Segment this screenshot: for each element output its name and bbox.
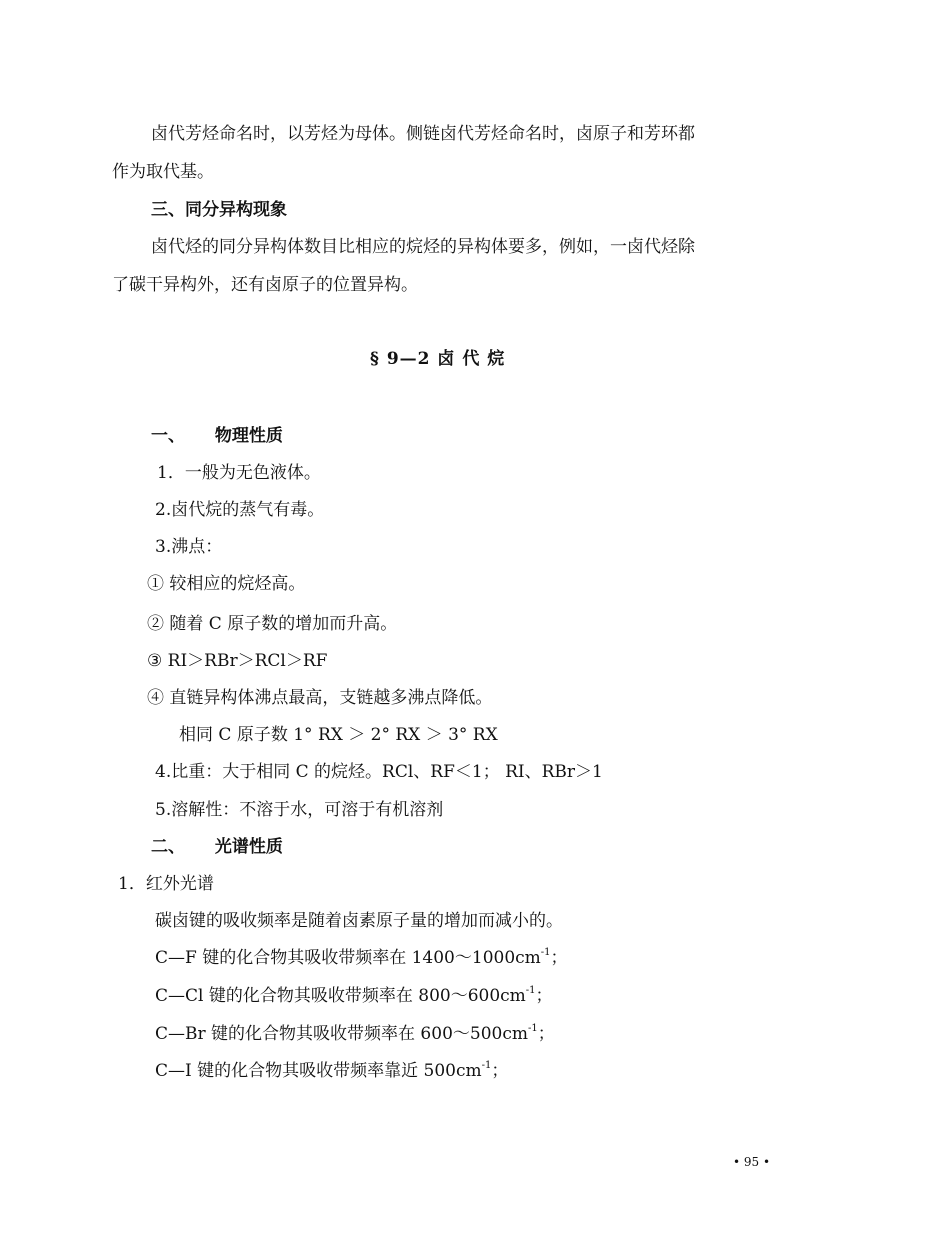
punctuation: ； <box>535 986 553 1006</box>
ir-text: C—F 键的化合物其吸收带频率在 1400～1000cm <box>155 948 541 968</box>
list-item: 2.卤代烷的蒸气有毒。 <box>155 500 325 520</box>
list-item: 1．红外光谱 <box>118 874 214 894</box>
superscript-exponent: -1 <box>525 985 536 997</box>
list-item: 3.沸点： <box>155 537 223 557</box>
ir-line-cf <box>155 948 568 968</box>
section-title <box>370 349 505 369</box>
heading-physical-properties <box>151 426 283 446</box>
ir-text: C—I 键的化合物其吸收带频率靠近 500cm <box>155 1061 482 1081</box>
heading-number: 一、 <box>151 426 185 446</box>
section-name: 卤 代 烷 <box>437 349 506 369</box>
page-number: • 95 • <box>733 1155 771 1169</box>
sub-item: ③ RI＞RBr＞RCl＞RF <box>147 651 328 671</box>
superscript-exponent: -1 <box>540 947 551 959</box>
punctuation: ； <box>550 948 568 968</box>
heading-number: 二、 <box>151 837 185 857</box>
superscript-exponent: -1 <box>527 1023 538 1035</box>
paragraph-line: 了碳干异构外，还有卤原子的位置异构。 <box>112 275 418 295</box>
ir-line-ccl <box>155 986 553 1006</box>
list-item: 1．一般为无色液体。 <box>157 463 321 483</box>
punctuation: ； <box>537 1024 555 1044</box>
list-item: 4.比重：大于相同 C 的烷烃。RCl、RF＜1； RI、RBr＞1 <box>155 762 603 782</box>
ir-text: C—Br 键的化合物其吸收带频率在 600～500cm <box>155 1024 528 1044</box>
heading-text: 光谱性质 <box>214 837 283 857</box>
section-number: 9—2 <box>386 349 431 369</box>
section-symbol: § <box>370 349 380 369</box>
paragraph-line: 作为取代基。 <box>112 162 214 182</box>
sub-item: ④ 直链异构体沸点最高，支链越多沸点降低。 <box>147 688 493 708</box>
paragraph-line: 卤代烃的同分异构体数目比相应的烷烃的异构体要多，例如，一卤代烃除 <box>151 237 695 257</box>
punctuation: ； <box>491 1061 509 1081</box>
paragraph-line: 碳卤键的吸收频率是随着卤素原子量的增加而减小的。 <box>155 911 563 931</box>
subheading-isomerism: 三、同分异构现象 <box>151 200 287 220</box>
sub-item-detail: 相同 C 原子数 1° RX ＞ 2° RX ＞ 3° RX <box>179 725 498 745</box>
paragraph-line: 卤代芳烃命名时，以芳烃为母体。侧链卤代芳烃命名时，卤原子和芳环都 <box>151 124 695 144</box>
sub-item: ② 随着 C 原子数的增加而升高。 <box>147 614 398 634</box>
heading-spectral-properties <box>151 837 283 857</box>
ir-line-cbr <box>155 1024 555 1044</box>
ir-line-ci <box>155 1061 508 1081</box>
list-item: 5.溶解性：不溶于水，可溶于有机溶剂 <box>155 800 444 820</box>
ir-text: C—Cl 键的化合物其吸收带频率在 800～600cm <box>155 986 526 1006</box>
heading-text: 物理性质 <box>214 426 283 446</box>
superscript-exponent: -1 <box>481 1060 492 1072</box>
sub-item: ① 较相应的烷烃高。 <box>147 574 306 594</box>
